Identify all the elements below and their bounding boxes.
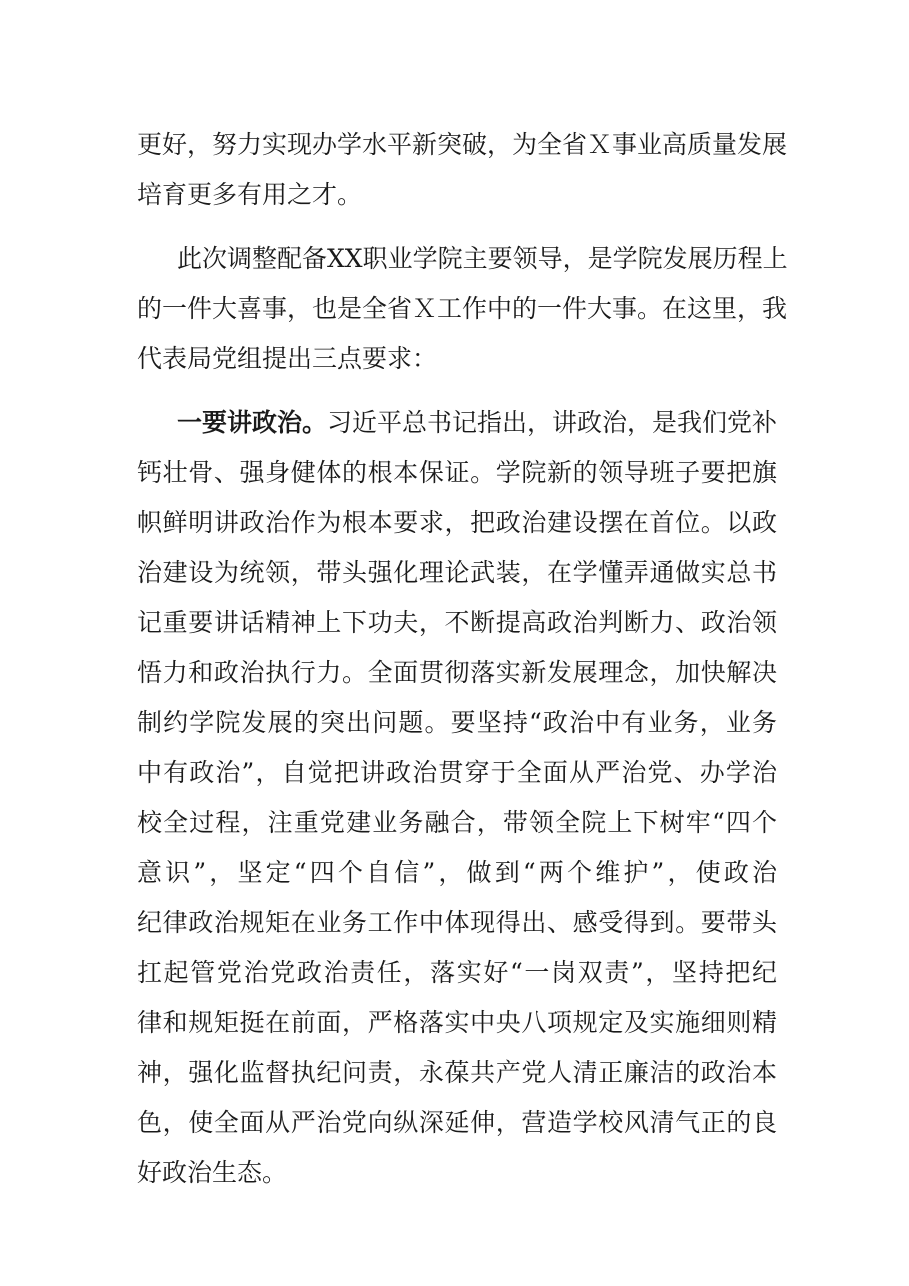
paragraph-3-line-10: 意识”，坚定“四个自信”，做到“两个维护”，使政治 [137, 858, 777, 887]
paragraph-3-line-6: 悟力和政治执行力。全面贯彻落实新发展理念，加快解决 [137, 658, 777, 687]
paragraph-2-line-3: 代表局党组提出三点要求： [137, 344, 438, 373]
paragraph-3-line-7: 制约学院发展的突出问题。要坚持“政治中有业务，业务 [137, 708, 777, 737]
paragraph-3-line-16: 好政治生态。 [137, 1158, 288, 1187]
paragraph-3-line-1 [137, 398, 777, 448]
paragraph-3-line-12: 扛起管党治党政治责任，落实好“一岗双责”，坚持把纪 [137, 958, 777, 987]
paragraph-3-line-4: 治建设为统领，带头强化理论武装，在学懂弄通做实总书 [137, 558, 777, 587]
paragraph-gap [137, 220, 777, 234]
document-body [137, 120, 788, 1198]
paragraph-3-line-2: 钙壮骨、强身健体的根本保证。学院新的领导班子要把旗 [137, 458, 777, 487]
paragraph-3-line-8: 中有政治”，自觉把讲政治贯穿于全面从严治党、办学治 [137, 758, 777, 787]
paragraph-3-line-13: 律和规矩挺在前面，严格落实中央八项规定及实施细则精 [137, 1008, 777, 1037]
paragraph-1-line-2: 培育更多有用之才。 [137, 180, 363, 209]
paragraph-3-line-1-text: 习近平总书记指出，讲政治，是我们党补 [327, 408, 778, 437]
paragraph-gap [137, 384, 777, 398]
paragraph-3-line-15: 色，使全面从严治党向纵深延伸，营造学校风清气正的良 [137, 1108, 777, 1137]
paragraph-3-line-3: 帜鲜明讲政治作为根本要求，把政治建设摆在首位。以政 [137, 508, 777, 537]
paragraph-3-line-11: 纪律政治规矩在业务工作中体现得出、感受得到。要带头 [137, 908, 777, 937]
paragraph-1-line-1: 更好，努力实现办学水平新突破，为全省Ｘ事业高质量发展 [137, 130, 788, 159]
paragraph-2-line-1: 此次调整配备XX职业学院主要领导，是学院发展历程上 [177, 244, 788, 273]
paragraph-2-line-2: 的一件大喜事，也是全省Ｘ工作中的一件大事。在这里，我 [137, 294, 788, 323]
section-heading: 一要讲政治。 [177, 408, 328, 437]
paragraph-3-line-9: 校全过程，注重党建业务融合，带领全院上下树牢“四个 [137, 808, 777, 837]
paragraph-3-line-14: 神，强化监督执纪问责，永葆共产党人清正廉洁的政治本 [137, 1058, 777, 1087]
paragraph-3-line-5: 记重要讲话精神上下功夫，不断提高政治判断力、政治领 [137, 608, 777, 637]
